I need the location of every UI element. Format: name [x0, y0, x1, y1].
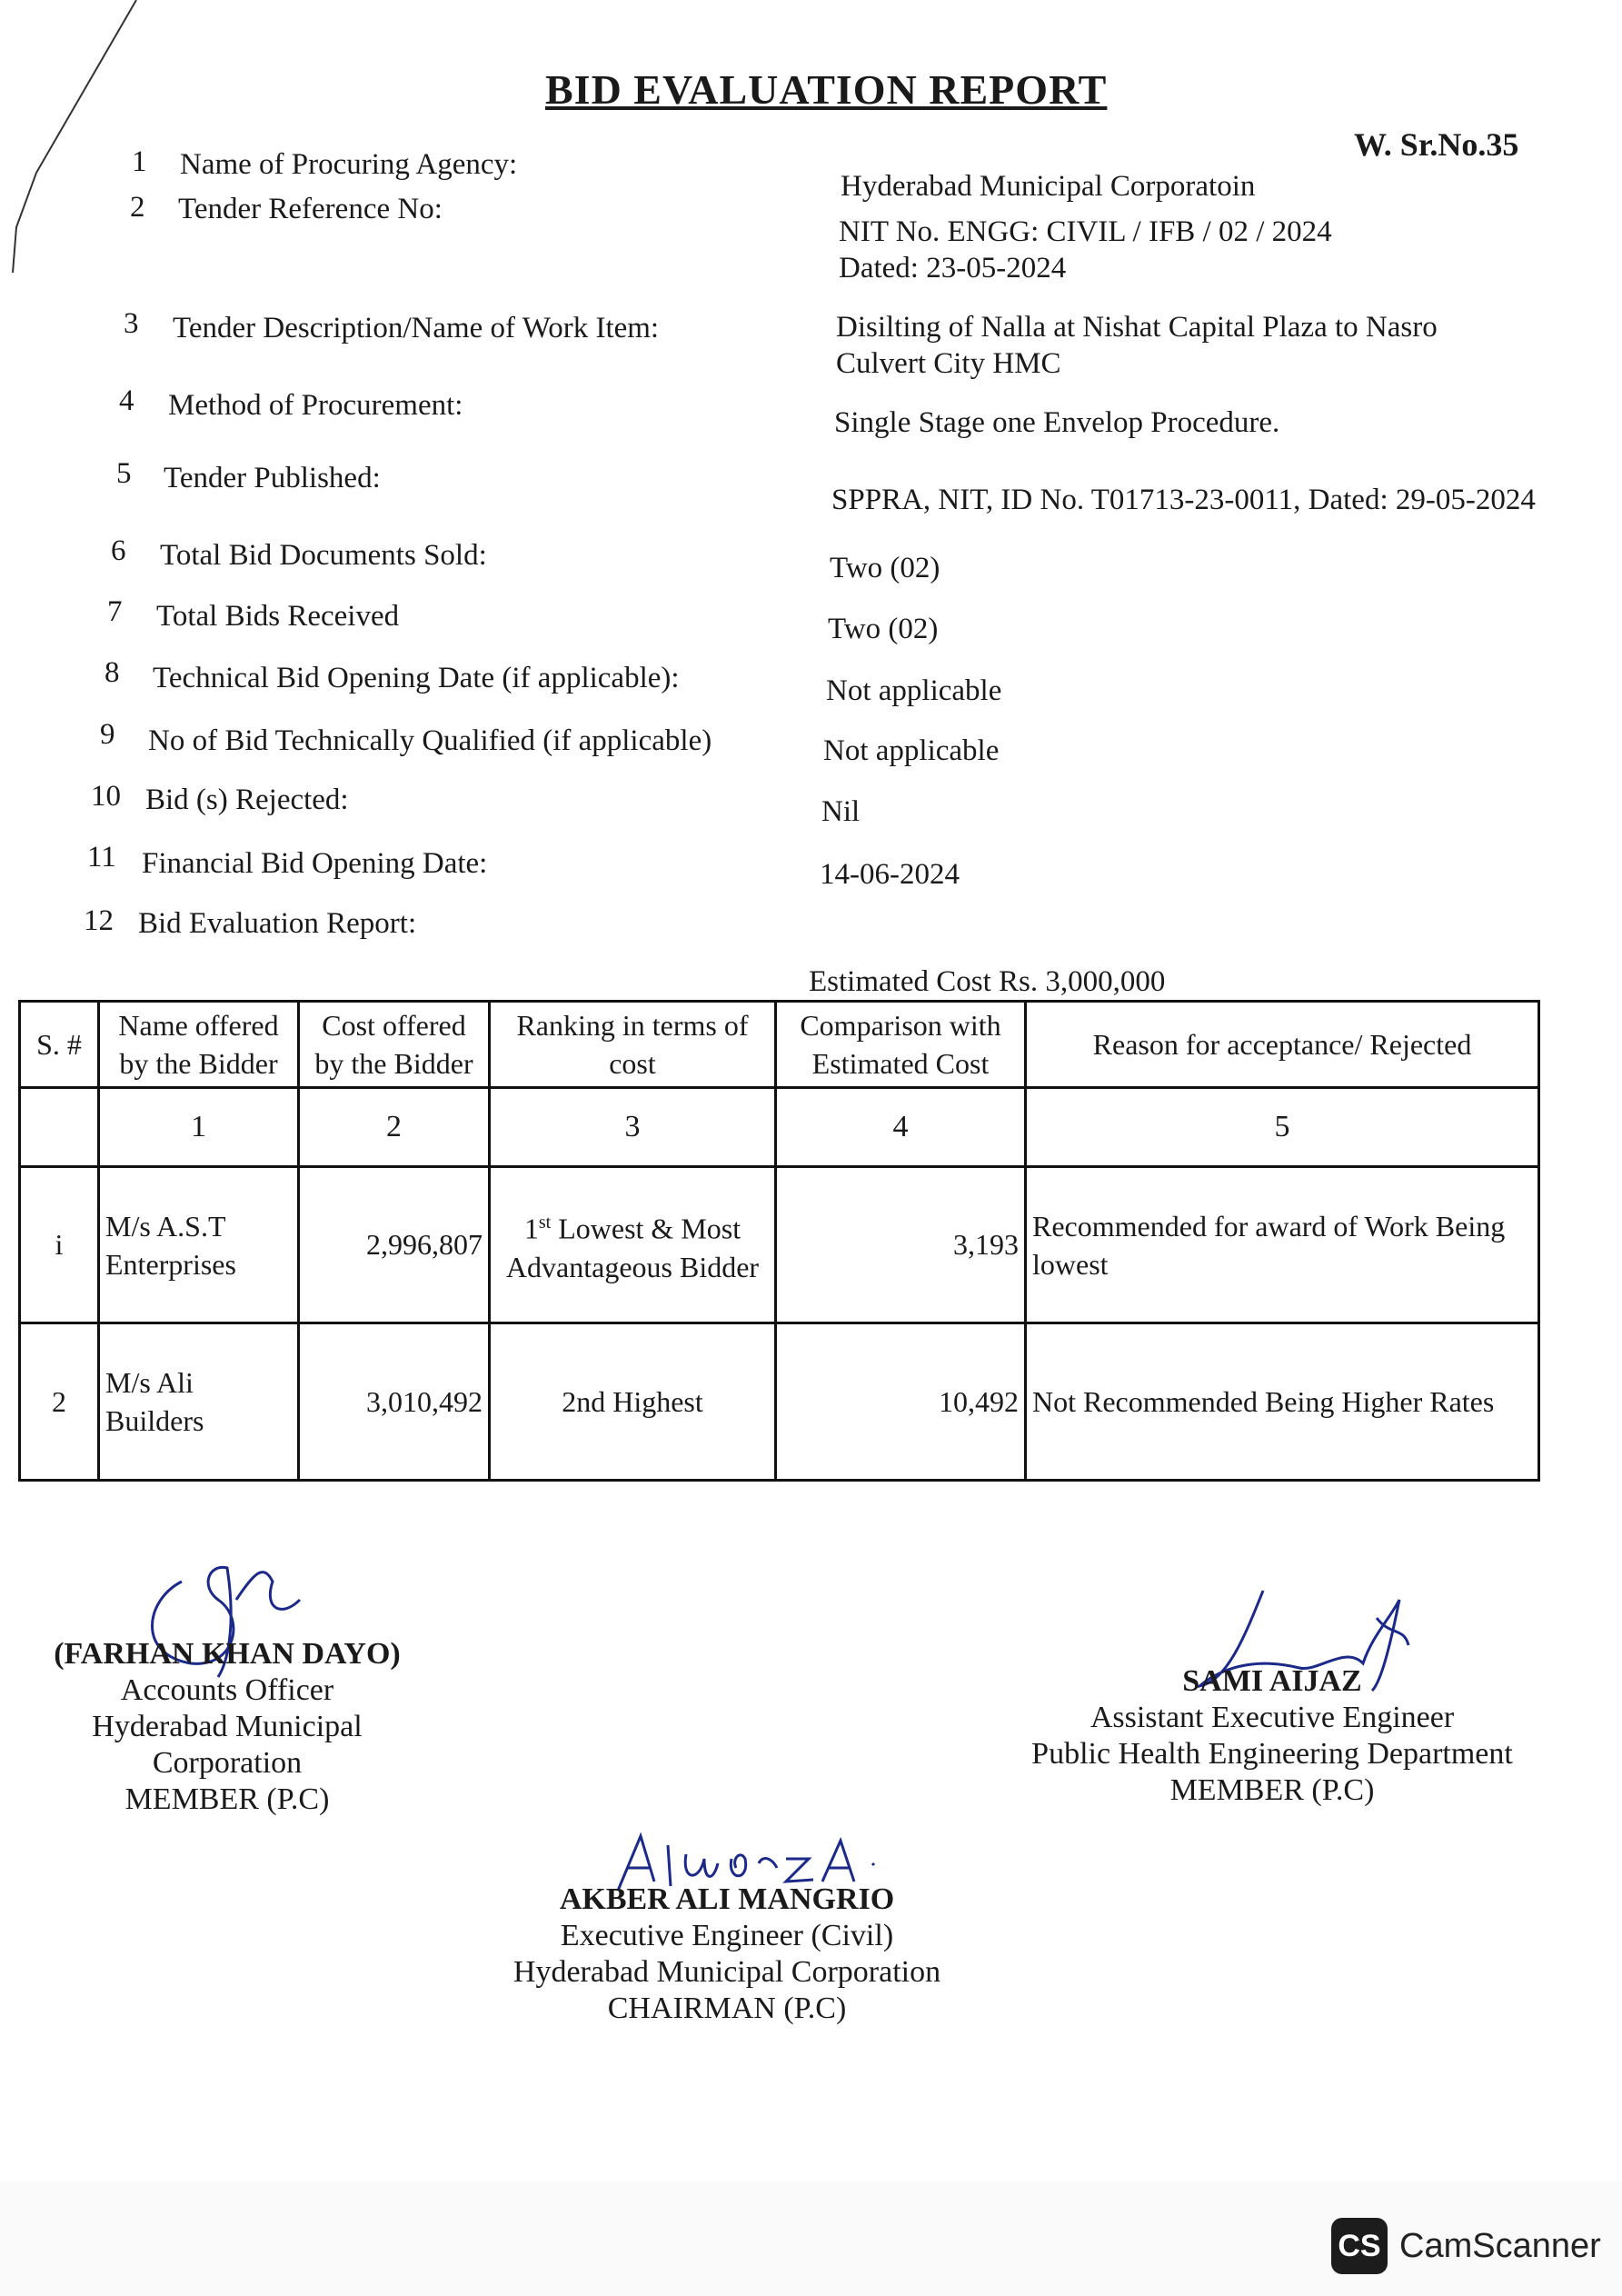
column-header: S. # [20, 1002, 99, 1088]
field-value: Hyderabad Municipal Corporatoin [841, 170, 1256, 203]
column-number: 3 [490, 1088, 776, 1167]
signatory-name: AKBER ALI MANGRIO [559, 1882, 895, 1916]
signatory-left [45, 1636, 409, 1818]
field-number: 5 [116, 457, 132, 490]
field-number: 12 [84, 904, 114, 937]
field-number: 7 [107, 595, 123, 628]
column-header: Ranking in terms of cost [490, 1002, 776, 1088]
field-label: Name of Procuring Agency: [180, 148, 518, 181]
field-label: Total Bids Received [156, 600, 400, 633]
signatory-name: (FARHAN KHAN DAYO) [54, 1637, 401, 1671]
report-title: BID EVALUATION REPORT [545, 66, 1108, 113]
field-value: Dated: 23-05-2024 [839, 252, 1067, 285]
comparison-cell: 10,492 [776, 1323, 1026, 1481]
field-label: Method of Procurement: [168, 389, 463, 422]
field-label: Total Bid Documents Sold: [160, 539, 487, 572]
field-value: Two (02) [830, 552, 940, 584]
field-label: Bid (s) Rejected: [145, 784, 349, 816]
column-header: Cost offered by the Bidder [299, 1002, 490, 1088]
camscanner-watermark: CamScanner [1399, 2227, 1601, 2265]
bidder-name-cell: M/s A.S.T Enterprises [99, 1166, 299, 1323]
column-header: Comparison with Estimated Cost [776, 1002, 1026, 1088]
field-label: Bid Evaluation Report: [138, 907, 417, 940]
signatory-line: Executive Engineer (Civil) [560, 1919, 894, 1952]
signatory-center [454, 1882, 1000, 2027]
column-header: Name offered by the Bidder [99, 1002, 299, 1088]
field-number: 6 [111, 534, 126, 567]
field-value: NIT No. ENGG: CIVIL / IFB / 02 / 2024 [839, 215, 1332, 248]
table-row [20, 1166, 1539, 1323]
field-value: Culvert City HMC [836, 347, 1061, 380]
column-number-row [20, 1088, 1539, 1167]
comparison-cell: 3,193 [776, 1166, 1026, 1323]
field-value: Not applicable [826, 674, 1002, 707]
field-label: Financial Bid Opening Date: [142, 847, 488, 880]
reason-cell: Not Recommended Being Higher Rates [1026, 1323, 1539, 1481]
signatory-line: Public Health Engineering Department [1031, 1737, 1513, 1771]
estimated-cost: Estimated Cost Rs. 3,000,000 [809, 965, 1166, 998]
signatory-line: CHAIRMAN (P.C) [607, 1992, 847, 2025]
field-label: Tender Reference No: [178, 193, 443, 225]
column-number: 4 [776, 1088, 1026, 1167]
signatory-line: MEMBER (P.C) [124, 1782, 330, 1816]
field-number: 3 [124, 307, 139, 340]
bid-cost-cell: 3,010,492 [299, 1323, 490, 1481]
serial-cell: i [20, 1166, 99, 1323]
field-number: 8 [104, 656, 120, 689]
field-number: 10 [91, 780, 121, 813]
table-cell [20, 1088, 99, 1167]
ranking-number: 1 [523, 1212, 539, 1245]
signatory-right [1000, 1663, 1545, 1809]
serial-number: W. Sr.No.35 [1354, 126, 1519, 163]
ranking-cell: 2nd Highest [490, 1323, 776, 1481]
signatory-line: Corporation [152, 1746, 303, 1780]
signatory-line: Hyderabad Municipal [92, 1710, 363, 1743]
column-number: 1 [99, 1088, 299, 1167]
signatory-line: Hyderabad Municipal Corporation [512, 1955, 941, 1989]
field-value: Single Stage one Envelop Procedure. [834, 406, 1280, 439]
field-number: 11 [87, 841, 116, 873]
field-number: 1 [132, 145, 147, 178]
column-number: 5 [1026, 1088, 1539, 1167]
field-value: Disilting of Nalla at Nishat Capital Plaza to Nasro [836, 311, 1438, 344]
table-header-row [20, 1002, 1539, 1088]
field-number: 4 [119, 384, 134, 417]
field-label: Tender Published: [164, 462, 381, 494]
ranking-cell [490, 1166, 776, 1323]
field-value: SPPRA, NIT, ID No. T01713-23-0011, Dated: 29-05-2024 [831, 484, 1536, 516]
signatory-line: MEMBER (P.C) [1169, 1773, 1375, 1807]
camscanner-logo-icon: CS [1331, 2218, 1388, 2274]
field-label: Technical Bid Opening Date (if applicable): [153, 662, 680, 694]
field-number: 2 [130, 191, 145, 224]
field-label: Tender Description/Name of Work Item: [173, 312, 660, 344]
column-header: Reason for acceptance/ Rejected [1026, 1002, 1539, 1088]
ranking-text: Lowest & Most Advantageous Bidder [505, 1212, 760, 1283]
column-number: 2 [299, 1088, 490, 1167]
field-value: Not applicable [823, 734, 1000, 767]
serial-cell: 2 [20, 1323, 99, 1481]
bid-evaluation-table [18, 1000, 1540, 1482]
field-value: Nil [821, 795, 861, 828]
bid-cost-cell: 2,996,807 [299, 1166, 490, 1323]
bidder-name-cell: M/s Ali Builders [99, 1323, 299, 1481]
ranking-ordinal: st [538, 1213, 552, 1233]
signatory-line: Accounts Officer [120, 1673, 334, 1707]
field-number: 9 [100, 718, 115, 751]
signatory-line: Assistant Executive Engineer [1090, 1701, 1455, 1734]
reason-cell: Recommended for award of Work Being lowest [1026, 1166, 1539, 1323]
table-row [20, 1323, 1539, 1481]
field-label: No of Bid Technically Qualified (if applicable) [148, 724, 712, 757]
field-value: 14-06-2024 [820, 858, 960, 891]
field-value: Two (02) [828, 613, 939, 645]
signatory-name: SAMI AIJAZ [1182, 1664, 1362, 1698]
